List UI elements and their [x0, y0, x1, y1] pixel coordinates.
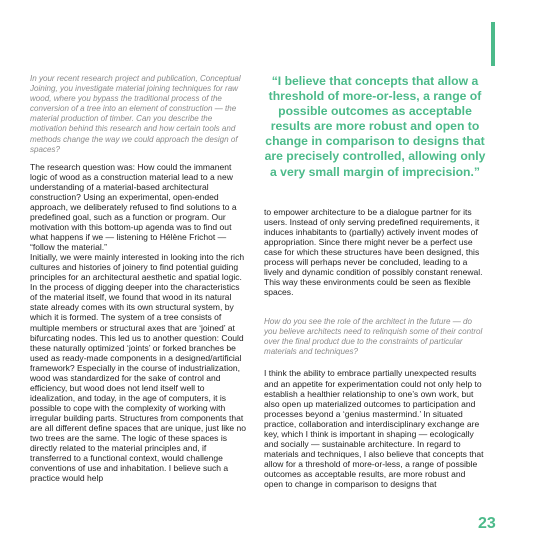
answer-paragraph-1: The research question was: How could the immanent logic of wood as a construction material lead to a new understanding of a material-based architectural construction? Using an experimental, open-ended approach, we deliberately refused to find solutions to a predefined goal, such as a function or program. Our motivation with this bottom-up agenda was to find out what happens if we — listening to Hélène Frichot — “follow the material.” — [30, 161, 237, 253]
answer-paragraph-4: I think the ability to embrace partially unexpected results and an appetite for experimentation could not only help to establish a healthier relationship to one’s own work, but also open up materialized outcomes to participation and processes beyond a ‘genius mastermind.’ In situated practice, collaboration and interdisciplinary exchange are key, which I think is important in shaping — ecologically and socially — sustainable architecture. In regard to materials and techniques, I also believe that concepts that allow for a threshold of more-or-less, a range of possible outcomes as acceptable results, are more robust and open to change in comparison to designs that — [264, 368, 484, 489]
left-column — [30, 74, 248, 483]
answer-paragraph-3: to empower architecture to be a dialogue partner for its users. Instead of only serving predefined requirements, it induces inhabitants to (partially) actively invent modes of appropriation. Since there might never be a perfect use case for which these structures have been designed, this process will perhaps never be concluded, leading to a lively and dynamic condition of possibly constant renewal. This way these environments could be seen as flexible spaces. — [264, 206, 483, 298]
interview-question-2: How do you see the role of the architect in the future — do you believe architects need to relinquish some of their control over the final product due to the constraints of particular materials and techniques? — [264, 317, 483, 357]
right-column — [264, 74, 486, 489]
page-number: 23 — [478, 515, 496, 532]
interview-question-1: In your recent research project and publication, Conceptual Joining, you investigate material joining techniques for raw wood, where you bypass the traditional process of the conversion of a tree into an element of construction — the material production of timber. Can you describe the motivation behind this research and how certain tools and methods change the way we could approach the design of spaces? — [30, 74, 241, 154]
accent-bar — [491, 22, 495, 66]
answer-paragraph-2: Initially, we were mainly interested in looking into the rich cultures and histories of joinery to find potential guiding principles for an architectural aesthetic and spatial logic. In the process of digging deeper into the characteristics of the material itself, we found that wood in its natural state already comes with its own structural system, by which it is formed. The system of a tree consists of multiple members or structural axes that are ‘joined’ at bifurcating nodes. This led us to another question: Could these naturally optimized ‘joints’ or forked branches be used as ready-made components in a designed/artificial framework? Especially in the course of industrialization, wood was standardized for the sake of control and efficiency, but wood does not lend itself well to idealization, and today, in the age of computers, it is possible to cope with the complexity of working with irregular building parts. Structures from components that are all different define spaces that are unique, just like no two trees are the same. The logic of these spaces is directly related to the material principles and, if transferred to a functional context, would challenge conventions of use and inhabitation. I believe such a practice would help — [30, 252, 247, 484]
pull-quote: “I believe that concepts that allow a threshold of more-or-less, a range of possible outcomes as acceptable results are more robust and open to change in comparison to designs that are precisely controlled, allowing only a very small margin of imprecision.” — [264, 74, 486, 179]
